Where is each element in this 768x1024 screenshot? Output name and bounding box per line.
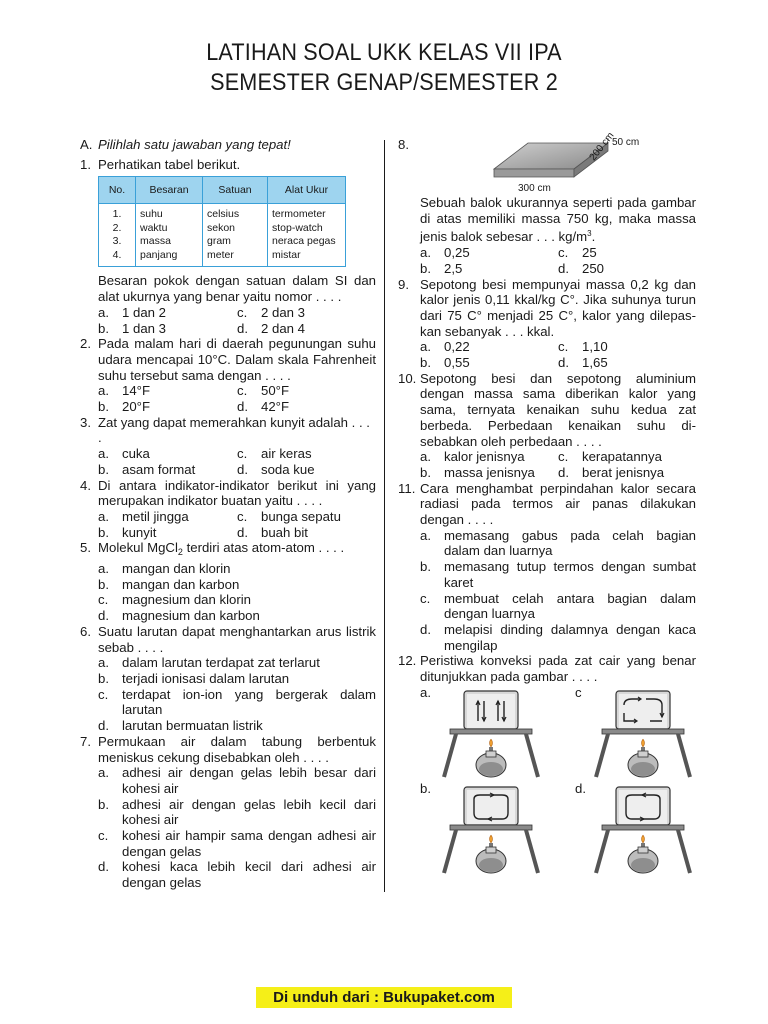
question-5: 5. Molekul MgCl$_2$ terdiri atas atom-atom . . . . a. mangan dan klorin b. mangan dan karbon c. magnesium dan klorin d. magnesium dan karbon [80,540,376,624]
option: 50°F [261,383,289,399]
section-instruction: A. Pilihlah satu jawaban yang tepat! [80,137,291,152]
option: asam format [122,461,196,477]
option: buah bit [261,524,308,540]
figure-label-a: a. [420,684,431,700]
option: dalam larutan terdapat zat terlarut [122,655,320,671]
dimension-bottom: 300 cm [518,183,551,194]
option: kunyit [122,524,157,540]
column-divider [384,140,385,892]
option: kerapatannya [582,449,662,465]
question-10: 10. Sepotong besi dan sepotong aluminium dengan massa sama diberikan kalor yang sama, ternyata kenaikan suhu kedua zat berbeda. Perbedaan kenaikan suhu disebabkan oleh perbedaan . . . . a. kalor jenisnya c. kerapatannya b. massa jenisnya d. berat jenisnya [398,370,696,480]
question-4: 4. Di antara indikator-indikator berikut ini yang merupakan indikator buatan yaitu . . . . a. metil jingga c. bunga sepatu b. kunyit d. buah bit [80,477,376,540]
download-source-banner: Di unduh dari : Bukupaket.com [256,987,512,1008]
table-header-row [99,177,346,204]
question-11: 11. Cara menghambat perpindahan kalor secara radiasi pada termos air panas dilakukan dengan . . . . a. memasang gabus pada celah bagian dalam dan luarnya b. memasang tutup termos dengan sumbat karet c. membuat celah antara bagian dalam dengan luarnya d. melapisi dinding dalamnya dengan kaca mengilap [398,480,696,653]
table-header: Alat Ukur [268,177,346,204]
option: 2 dan 3 [261,304,305,320]
option: 1 dan 2 [122,304,166,320]
question-8: 8. 50 cm 200 cm 300 cm Sebuah balok ukurannya seperti pada gambar di atas memiliki massa 750 kg, maka massa jenis balok sebesar . . . $kg/m^3$. a. 0,25 c. 25 b. 2,5 d. 250 [398,130,696,276]
option: adhesi air dengan gelas lebih besar dari kohesi air [122,765,376,796]
convection-figures [420,685,696,885]
option: 20°F [122,399,150,415]
option: 0,22 [444,339,470,355]
dimension-top: 50 cm [612,137,640,148]
option: air keras [261,446,312,462]
option: cuka [122,446,150,462]
option: mangan dan klorin [122,561,231,577]
option: metil jingga [122,508,189,524]
option: mangan dan karbon [122,576,240,592]
option: kalor jenisnya [444,449,525,465]
block-figure [420,130,696,195]
option: 14°F [122,383,150,399]
option: terdapat ion-ion yang bergerak dalam larutan [122,686,376,718]
option: 0,25 [444,245,470,261]
question-9: 9. Sepotong besi mempunyai massa 0,2 kg dan kalor jenis 0,11 kkal/kg C°. Jika suhunya turun dari 75 C° menjadi 25 C°, kalor yang dilepaskan sebanyak . . . kkal. a. 0,22 c. 1,10 b. 0,55 d. 1,65 [398,276,696,371]
option: memasang gabus pada celah bagian dalam dan luarnya [444,527,696,559]
option: 1,10 [582,339,608,355]
option: 25 [582,245,597,261]
convection-figure-a [436,687,556,779]
option: 2 dan 4 [261,320,305,336]
option: terjadi ionisasi dalam larutan [122,670,290,686]
question-6: 6. Suatu larutan dapat menghantarkan arus listrik sebab . . . . a. dalam larutan terdapat zat terlarut b. terjadi ionisasi dalam larutan c. terdapat ion-ion yang bergerak dalam larutan d. larutan bermuatan listrik [80,623,376,734]
option: larutan bermuatan listrik [122,718,263,734]
option: melapisi dinding dalamnya dengan kaca mengilap [444,621,696,653]
option: 42°F [261,399,289,415]
option: adhesi air dengan gelas lebih kecil dari kohesi air [122,796,376,828]
option: membuat celah antara bagian dalam dengan luarnya [444,590,696,622]
option: 1 dan 3 [122,320,166,336]
option: kohesi air hampir sama dengan adhesi air dengan gelas [122,828,376,859]
page-title-line-2: SEMESTER GENAP/SEMESTER 2 [210,69,558,96]
question-1-stem: Besaran pokok dengan satuan dalam SI dan alat ukurnya yang benar yaitu nomor . . . . a. 1 dan 2 c. 2 dan 3 b. 1 dan 3 d. 2 dan 4 [98,273,376,336]
table-header: Besaran [136,177,203,204]
option: memasang tutup termos dengan sumbat karet [444,559,696,590]
option: bunga sepatu [261,508,341,524]
option: kohesi kaca lebih kecil dari adhesi air dengan gelas [122,859,376,891]
measurement-table [98,176,346,267]
table-header: Satuan [203,177,268,204]
figure-label-c: c [575,684,582,700]
option: 250 [582,260,605,276]
dimension-side: 200 cm [587,130,617,164]
convection-figure-c [588,687,708,779]
question-12: 12. Peristiwa konveksi pada zat cair yang benar ditunjukkan pada gambar . . . . [398,653,696,685]
convection-figure-d [588,783,708,875]
option: berat jenisnya [582,464,665,480]
option: magnesium dan klorin [122,592,252,608]
option: 2,5 [444,260,463,276]
question-2: 2. Pada malam hari di daerah pegunungan suhu udara mencapai 10°C. Dalam skala Fahrenheit suhu tersebut sama dengan . . . . a. 14°F c. 50°F b. 20°F d. 42°F [80,336,376,415]
table-header: No. [99,177,136,204]
option: massa jenisnya [444,464,535,480]
question-7: 7. Permukaan air dalam tabung berbentuk meniskus cekung disebabkan oleh . . . . a. adhesi air dengan gelas lebih besar dari kohesi air b. adhesi air dengan gelas lebih kecil dari kohesi air c. kohesi air hampir sama dengan adhesi air dengan gelas d. kohesi kaca lebih kecil dari adhesi air dengan gelas [80,733,376,891]
figure-label-b: b. [420,780,431,796]
option: 0,55 [444,355,470,371]
right-column [398,130,696,885]
page-title-line-1: LATIHAN SOAL UKK KELAS VII IPA [206,39,562,66]
option: magnesium dan karbon [122,608,260,624]
question-3: 3. Zat yang dapat memerahkan kunyit adalah . . . . a. cuka c. air keras b. asam format d. soda kue [80,414,370,477]
figure-label-d: d. [575,780,586,796]
table-row: 1. 2. 3. 4. suhu waktu massa panjang celsius sekon gram meter termometer stop-watch neraca pegas mistar [99,204,346,267]
option: soda kue [261,461,315,477]
convection-figure-b [436,783,556,875]
question-1: 1. Perhatikan tabel berikut. [80,156,241,172]
option: 1,65 [582,355,608,371]
left-column [80,137,376,891]
